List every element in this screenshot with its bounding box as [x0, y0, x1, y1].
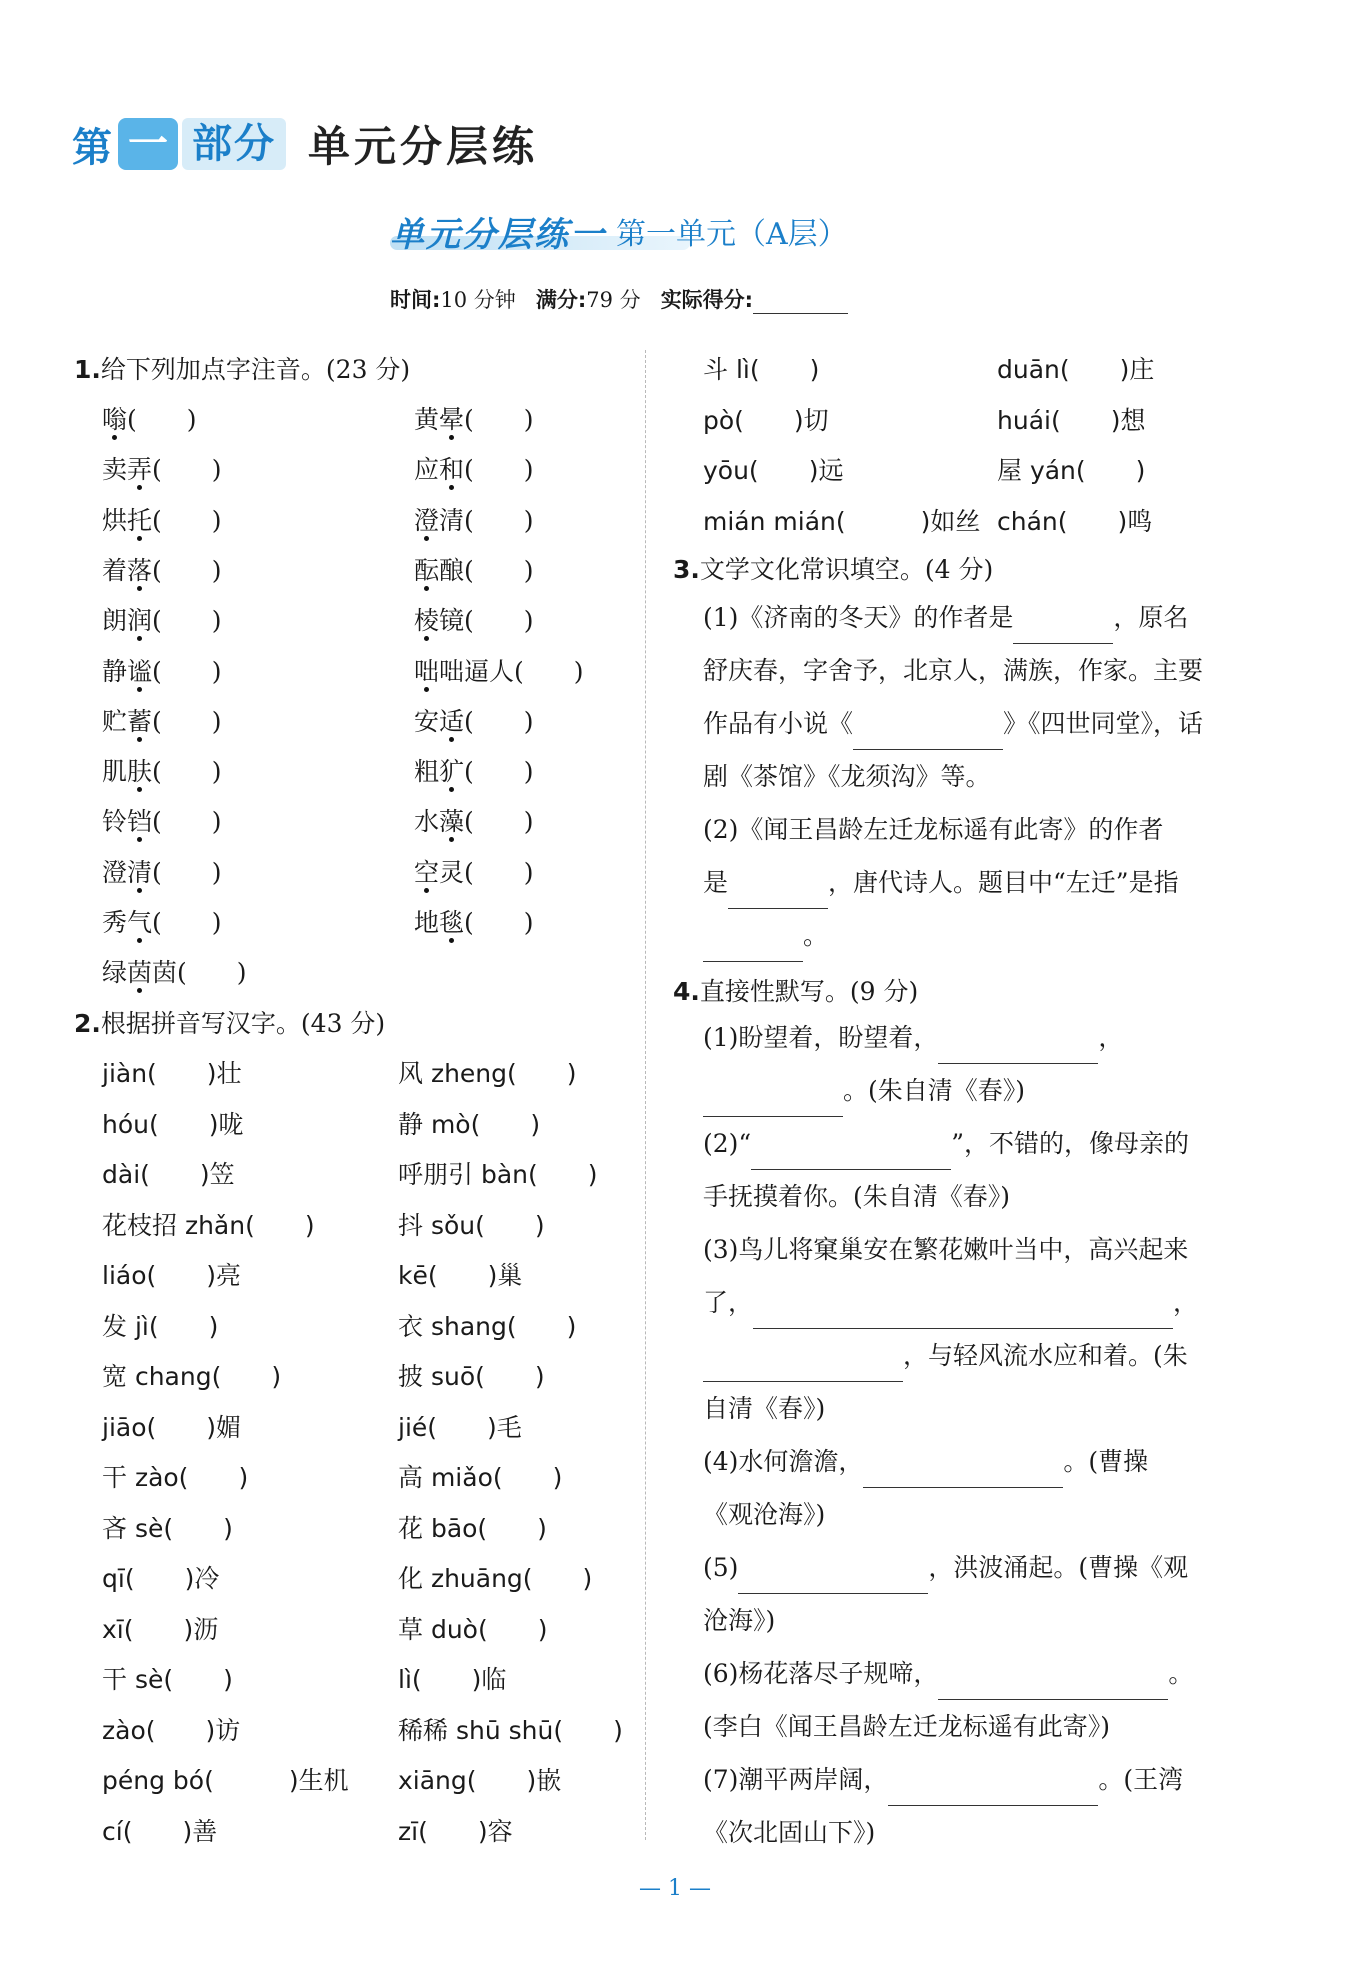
line-text: 了，: [703, 1288, 754, 1317]
fill-blank[interactable]: [863, 1461, 1063, 1488]
q2-item[interactable]: 抖 sǒu( ): [398, 1210, 545, 1240]
q1-item-right: [414, 400, 534, 436]
part-title-number: 一: [118, 118, 178, 170]
q4-line: [703, 1489, 1223, 1541]
q1-item-left: [102, 752, 222, 788]
line-text: (6)杨花落尽子规啼，: [703, 1659, 939, 1688]
line-text: 沧海》): [703, 1606, 776, 1635]
q4-line: [703, 1171, 1223, 1223]
line-text: 手抚摸着你。(朱自清《春》): [703, 1182, 1011, 1211]
fill-blank[interactable]: [751, 1143, 951, 1170]
answer-blank[interactable]: ( ): [177, 958, 247, 988]
dotted-char: 空: [414, 857, 440, 887]
q2-item[interactable]: lì( )临: [398, 1665, 507, 1694]
q4-line: [703, 1595, 1223, 1647]
q1-item-right: [414, 450, 534, 486]
q1-item-right: [414, 752, 534, 788]
q1-item-right: [414, 802, 534, 838]
fill-blank[interactable]: [703, 1090, 843, 1117]
answer-blank[interactable]: ( ): [152, 807, 222, 837]
dotted-char: 蓄: [127, 706, 153, 736]
q2-item[interactable]: pò( )切: [703, 405, 829, 435]
q1-item-right: [414, 652, 584, 688]
word-char: 茵: [152, 958, 178, 988]
actual-score-label: 实际得分:: [660, 288, 754, 312]
word-char: 静: [102, 656, 128, 686]
line-text: 《次北固山下》): [703, 1818, 876, 1847]
q4-line: [703, 1224, 1223, 1276]
answer-blank[interactable]: ( ): [464, 455, 534, 485]
q3-line: [703, 804, 1223, 856]
q2-item[interactable]: zào( )访: [102, 1715, 241, 1745]
exam-meta: [390, 284, 848, 314]
answer-blank[interactable]: ( ): [464, 505, 534, 535]
line-text: 《观沧海》): [703, 1500, 826, 1529]
q2-item[interactable]: jiāo( )媚: [102, 1412, 242, 1442]
answer-blank[interactable]: ( ): [464, 807, 534, 837]
q1-item-left: [102, 702, 222, 738]
word-char: 水: [414, 807, 440, 837]
line-text: ，唐代诗人。题目中“左迁”是指: [828, 868, 1179, 897]
word-char: 咄逼人: [439, 656, 515, 686]
answer-blank[interactable]: ( ): [464, 706, 534, 736]
time-value: 10 分钟: [440, 288, 516, 312]
q2-item[interactable]: jié( )毛: [398, 1412, 522, 1442]
q2-item[interactable]: jiàn( )壮: [102, 1059, 242, 1088]
q4-line: [703, 1277, 1223, 1329]
q2-item[interactable]: zī( )容: [398, 1816, 513, 1846]
word-char: 清: [439, 505, 465, 535]
part-title-post: 部分: [182, 118, 286, 170]
q1-item-right: [414, 501, 534, 537]
answer-blank[interactable]: ( ): [127, 405, 197, 434]
part-title: [72, 118, 538, 170]
q4-line: [703, 1383, 1223, 1435]
fill-blank[interactable]: [738, 1567, 928, 1594]
word-char: 绿: [102, 958, 128, 988]
unit-title: [390, 206, 848, 256]
q2-item[interactable]: 吝 sè( ): [102, 1513, 233, 1543]
q4-text: 直接性默写。(9 分): [699, 977, 919, 1006]
q2-item[interactable]: liáo( )亮: [102, 1261, 242, 1290]
column-divider: [645, 350, 646, 1840]
q1-item-left: [102, 400, 197, 436]
word-char: 贮: [102, 706, 128, 736]
dotted-char: 谧: [127, 656, 153, 686]
unit-title-main: 单元分层练一: [390, 214, 606, 255]
dotted-char: 清: [127, 857, 153, 887]
word-char: 卖: [102, 455, 128, 485]
dotted-char: 澄: [414, 505, 440, 535]
q2-item[interactable]: 斗 lì( ): [703, 355, 820, 384]
q1-item-left: [102, 853, 222, 889]
dotted-char: 弄: [127, 455, 153, 485]
q3-title: [673, 550, 993, 586]
line-text: 。(曹操: [1063, 1447, 1149, 1476]
unit-title-sub: 第一单元（A层）: [616, 217, 848, 252]
q1-item-left: [102, 652, 222, 688]
dotted-char: 毯: [439, 908, 465, 937]
q2-item[interactable]: duān( )庄: [997, 355, 1155, 384]
q1-item-left: [102, 953, 247, 989]
q2-item[interactable]: dài( )笠: [102, 1160, 235, 1189]
dotted-char: 托: [127, 505, 153, 535]
q2-item[interactable]: 干 zào( ): [102, 1463, 249, 1492]
line-text: (3)鸟儿将窠巢安在繁花嫩叶当中，高兴起来: [703, 1235, 1189, 1264]
q1-item-right: [414, 702, 534, 738]
q1-title: [74, 350, 410, 386]
word-char: 粗: [414, 757, 440, 787]
dotted-char: 润: [127, 606, 153, 636]
q4-line: [703, 1436, 1223, 1488]
dotted-char: 和: [439, 455, 465, 485]
answer-blank[interactable]: ( ): [464, 405, 534, 434]
q2-item[interactable]: xiāng( )嵌: [398, 1766, 562, 1795]
q2-item[interactable]: 屋 yán( ): [997, 456, 1146, 485]
q1-number: 1.: [74, 355, 101, 384]
q4-number: 4.: [673, 977, 700, 1006]
line-text: (2)《闻王昌龄左迁龙标遥有此寄》的作者: [703, 815, 1164, 844]
dotted-char: 气: [127, 908, 153, 937]
line-text: (7)潮平两岸阔，: [703, 1765, 889, 1794]
answer-blank[interactable]: ( ): [464, 857, 534, 887]
q2-item[interactable]: mián mián( )如丝: [703, 506, 981, 536]
q2-item[interactable]: 化 zhuāng( ): [398, 1564, 593, 1593]
q4-line: [703, 1012, 1223, 1064]
dotted-char: 棱: [414, 606, 440, 636]
q2-item[interactable]: 宽 chang( ): [102, 1362, 282, 1391]
q2-item[interactable]: 呼朋引 bàn( ): [398, 1160, 598, 1189]
line-text: 作品有小说《: [703, 709, 854, 738]
q4-title: [673, 972, 918, 1008]
fill-blank[interactable]: [703, 1355, 903, 1382]
line-text: 是: [703, 868, 729, 897]
page-number: — 1 —: [639, 1876, 711, 1901]
word-char: 铃: [102, 807, 128, 837]
word-char: 酿: [439, 555, 465, 585]
answer-blank[interactable]: ( ): [464, 908, 534, 937]
q1-item-left: [102, 802, 222, 838]
line-text: ，原名: [1113, 603, 1189, 632]
line-text: 。: [1168, 1659, 1194, 1688]
q1-text: 给下列加点字注音。(23 分): [100, 355, 411, 384]
answer-blank[interactable]: ( ): [152, 606, 222, 636]
q2-item[interactable]: 披 suō( ): [398, 1362, 545, 1391]
word-char: 镜: [439, 606, 465, 636]
word-char: 肌: [102, 757, 128, 787]
dotted-char: 犷: [439, 757, 465, 787]
q2-item[interactable]: 衣 shang( ): [398, 1311, 577, 1341]
q4-line: [703, 1542, 1223, 1594]
dotted-char: 肤: [127, 757, 153, 787]
q3-line: [703, 698, 1223, 750]
q3-line: [703, 751, 1223, 803]
q2-item[interactable]: 风 zheng( ): [398, 1059, 577, 1088]
fill-blank[interactable]: [938, 1673, 1168, 1700]
answer-blank[interactable]: ( ): [464, 555, 534, 585]
q3-line: [703, 910, 1223, 962]
q2-item[interactable]: 花枝招 zhǎn( ): [102, 1210, 315, 1240]
q1-item-right: [414, 903, 534, 939]
line-text: (2)“: [703, 1129, 752, 1158]
q2-item[interactable]: chán( )鸣: [997, 506, 1153, 536]
fill-blank[interactable]: [888, 1779, 1098, 1806]
word-char: 着: [102, 555, 128, 585]
word-char: 朗: [102, 606, 128, 636]
word-char: 安: [414, 706, 440, 736]
answer-blank[interactable]: ( ): [464, 606, 534, 636]
q2-item[interactable]: yōu( )远: [703, 456, 844, 485]
line-text: (1)盼望着，盼望着，: [703, 1023, 939, 1052]
line-text: 》《四世同堂》，话: [1003, 709, 1204, 738]
q4-line: [703, 1701, 1223, 1753]
dotted-char: 铛: [127, 807, 153, 837]
line-text: 舒庆春，字舍予，北京人，满族，作家。主要: [703, 656, 1204, 685]
line-text: (4)水何澹澹，: [703, 1447, 864, 1476]
actual-score-blank[interactable]: [753, 313, 848, 314]
q2-item[interactable]: cí( )善: [102, 1816, 218, 1846]
q2-item[interactable]: 静 mò( ): [398, 1109, 541, 1139]
q1-item-left: [102, 450, 222, 486]
answer-blank[interactable]: ( ): [152, 908, 222, 937]
q2-text: 根据拼音写汉字。(43 分): [100, 1009, 386, 1038]
answer-blank[interactable]: ( ): [152, 857, 222, 887]
q4-line: [703, 1807, 1223, 1859]
line-text: ，洪波涌起。(曹操《观: [928, 1553, 1189, 1582]
line-text: 。(朱自清《春》): [843, 1076, 1026, 1105]
line-text: ，与轻风流水应和着。(朱: [903, 1341, 1188, 1370]
q1-item-left: [102, 601, 222, 637]
line-text: ，: [1098, 1023, 1124, 1052]
q2-item[interactable]: hóu( )咙: [102, 1109, 244, 1139]
answer-blank[interactable]: ( ): [152, 455, 222, 485]
fill-blank[interactable]: [728, 882, 828, 909]
line-text: 。: [803, 921, 829, 950]
line-text: (李白《闻王昌龄左迁龙标遥有此寄》): [703, 1712, 1111, 1741]
word-char: 灵: [439, 857, 465, 887]
score-label: 满分:: [535, 288, 587, 312]
answer-blank[interactable]: ( ): [152, 757, 222, 787]
q1-item-left: [102, 551, 222, 587]
q2-item[interactable]: 干 sè( ): [102, 1665, 233, 1694]
q2-item[interactable]: 花 bāo( ): [398, 1513, 547, 1543]
line-text: (1)《济南的冬天》的作者是: [703, 603, 1014, 632]
word-char: 应: [414, 455, 440, 485]
answer-blank[interactable]: ( ): [514, 656, 584, 686]
fill-blank[interactable]: [938, 1037, 1098, 1064]
part-title-pre: 第: [72, 123, 114, 171]
dotted-char: 嗡: [102, 405, 128, 434]
dotted-char: 适: [439, 706, 465, 736]
fill-blank[interactable]: [1013, 617, 1113, 644]
q3-line: [703, 592, 1223, 644]
q3-text: 文学文化常识填空。(4 分): [699, 555, 994, 584]
line-text: ”，不错的，像母亲的: [951, 1129, 1189, 1158]
word-char: 澄: [102, 857, 128, 887]
q3-line: [703, 857, 1223, 909]
q3-line: [703, 645, 1223, 697]
q2-number: 2.: [74, 1009, 101, 1038]
q2-item[interactable]: 草 duò( ): [398, 1614, 548, 1644]
dotted-char: 咄: [414, 656, 440, 686]
answer-blank[interactable]: ( ): [152, 706, 222, 736]
q1-item-right: [414, 601, 534, 637]
q4-line: [703, 1754, 1223, 1806]
line-text: 剧《茶馆》《龙须沟》等。: [703, 762, 991, 791]
dotted-char: 落: [127, 555, 153, 585]
answer-blank[interactable]: ( ): [464, 757, 534, 787]
q4-line: [703, 1118, 1223, 1170]
q1-item-left: [102, 903, 222, 939]
fill-blank[interactable]: [703, 935, 803, 962]
q2-item[interactable]: kē( )巢: [398, 1261, 523, 1290]
word-char: 地: [414, 908, 440, 937]
line-text: 。(王湾: [1098, 1765, 1184, 1794]
dotted-char: 酝: [414, 555, 440, 585]
q2-item[interactable]: 高 miǎo( ): [398, 1463, 563, 1492]
word-char: 秀: [102, 908, 128, 937]
q4-line: [703, 1065, 1223, 1117]
score-value: 79 分: [586, 288, 641, 312]
line-text: (5): [703, 1553, 739, 1582]
dotted-char: 晕: [439, 405, 465, 434]
q1-item-right: [414, 551, 534, 587]
dotted-char: 茵: [127, 958, 153, 988]
time-label: 时间:: [390, 288, 441, 312]
q2-item[interactable]: 稀稀 shū shū( ): [398, 1715, 623, 1745]
q2-item[interactable]: qī( )冷: [102, 1564, 220, 1593]
q1-item-right: [414, 853, 534, 889]
answer-blank[interactable]: ( ): [152, 656, 222, 686]
answer-blank[interactable]: ( ): [152, 555, 222, 585]
part-title-main: 单元分层练: [308, 122, 539, 171]
q2-item[interactable]: xī( )沥: [102, 1614, 219, 1644]
word-char: 烘: [102, 505, 128, 535]
q1-item-left: [102, 501, 222, 537]
q2-item[interactable]: huái( )想: [997, 405, 1146, 435]
q2-item[interactable]: péng bó( )生机: [102, 1766, 349, 1795]
fill-blank[interactable]: [853, 723, 1003, 750]
line-text: ，: [1173, 1288, 1199, 1317]
q3-number: 3.: [673, 555, 700, 584]
q4-line: [703, 1330, 1223, 1382]
answer-blank[interactable]: ( ): [152, 505, 222, 535]
q4-line: [703, 1648, 1223, 1700]
q2-item[interactable]: 发 jì( ): [102, 1311, 219, 1341]
dotted-char: 藻: [439, 807, 465, 837]
fill-blank[interactable]: [753, 1302, 1173, 1329]
word-char: 黄: [414, 405, 440, 434]
q2-title: [74, 1004, 385, 1040]
line-text: 自清《春》): [703, 1394, 826, 1423]
